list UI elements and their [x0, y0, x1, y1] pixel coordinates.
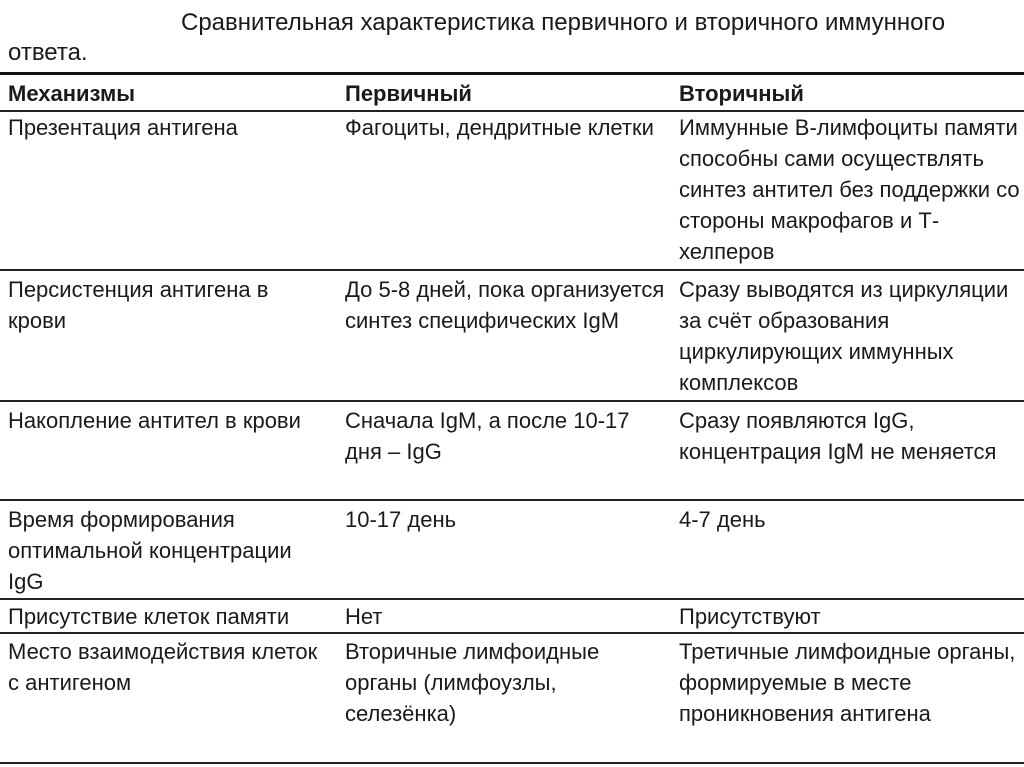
cell-primary: Фагоциты, дендритные клетки	[337, 111, 672, 270]
cell-mechanism: Презентация антигена	[0, 111, 337, 270]
cell-mechanism: Присутствие клеток памяти	[0, 599, 337, 633]
cell-primary: Нет	[337, 599, 672, 633]
cell-primary: Сначала IgM, а после 10-17 дня – IgG	[337, 401, 672, 500]
cell-secondary: Иммунные В-лимфоциты памяти способны сами осуществлять синтез антител без поддержки со стороны макрофагов и Т-хелперов	[672, 111, 1024, 270]
cell-primary: Вторичные лимфоидные органы (лимфоузлы, селезёнка)	[337, 633, 672, 763]
table-row	[0, 599, 1024, 633]
header-secondary: Вторичный	[672, 74, 1024, 112]
table-row	[0, 500, 1024, 599]
cell-secondary: Присутствуют	[672, 599, 1024, 633]
table-row	[0, 270, 1024, 401]
header-mechanisms: Механизмы	[0, 74, 337, 112]
cell-mechanism: Место взаимодействия клеток с антигеном	[0, 633, 337, 763]
cell-secondary: Сразу выводятся из циркуляции за счёт образования циркулирующих иммунных комплексов	[672, 270, 1024, 401]
cell-mechanism: Время формирования оптимальной концентрации IgG	[0, 500, 337, 599]
cell-secondary: Третичные лимфоидные органы, формируемые в месте проникновения антигена	[672, 633, 1024, 763]
table-header-row	[0, 74, 1024, 112]
table-row	[0, 111, 1024, 270]
document-title: Сравнительная характеристика первичного и вторичного иммунного ответа.	[8, 9, 946, 66]
cell-secondary: 4-7 день	[672, 500, 1024, 599]
cell-secondary: Сразу появляются IgG, концентрация IgM не меняется	[672, 401, 1024, 500]
cell-primary: До 5-8 дней, пока организуется синтез специфических IgM	[337, 270, 672, 401]
cell-primary: 10-17 день	[337, 500, 672, 599]
header-primary: Первичный	[337, 74, 672, 112]
table-row	[0, 401, 1024, 500]
comparison-table	[0, 72, 1024, 764]
cell-mechanism: Накопление антител в крови	[0, 401, 337, 500]
cell-mechanism: Персистенция антигена в крови	[0, 270, 337, 401]
table-row	[0, 633, 1024, 763]
